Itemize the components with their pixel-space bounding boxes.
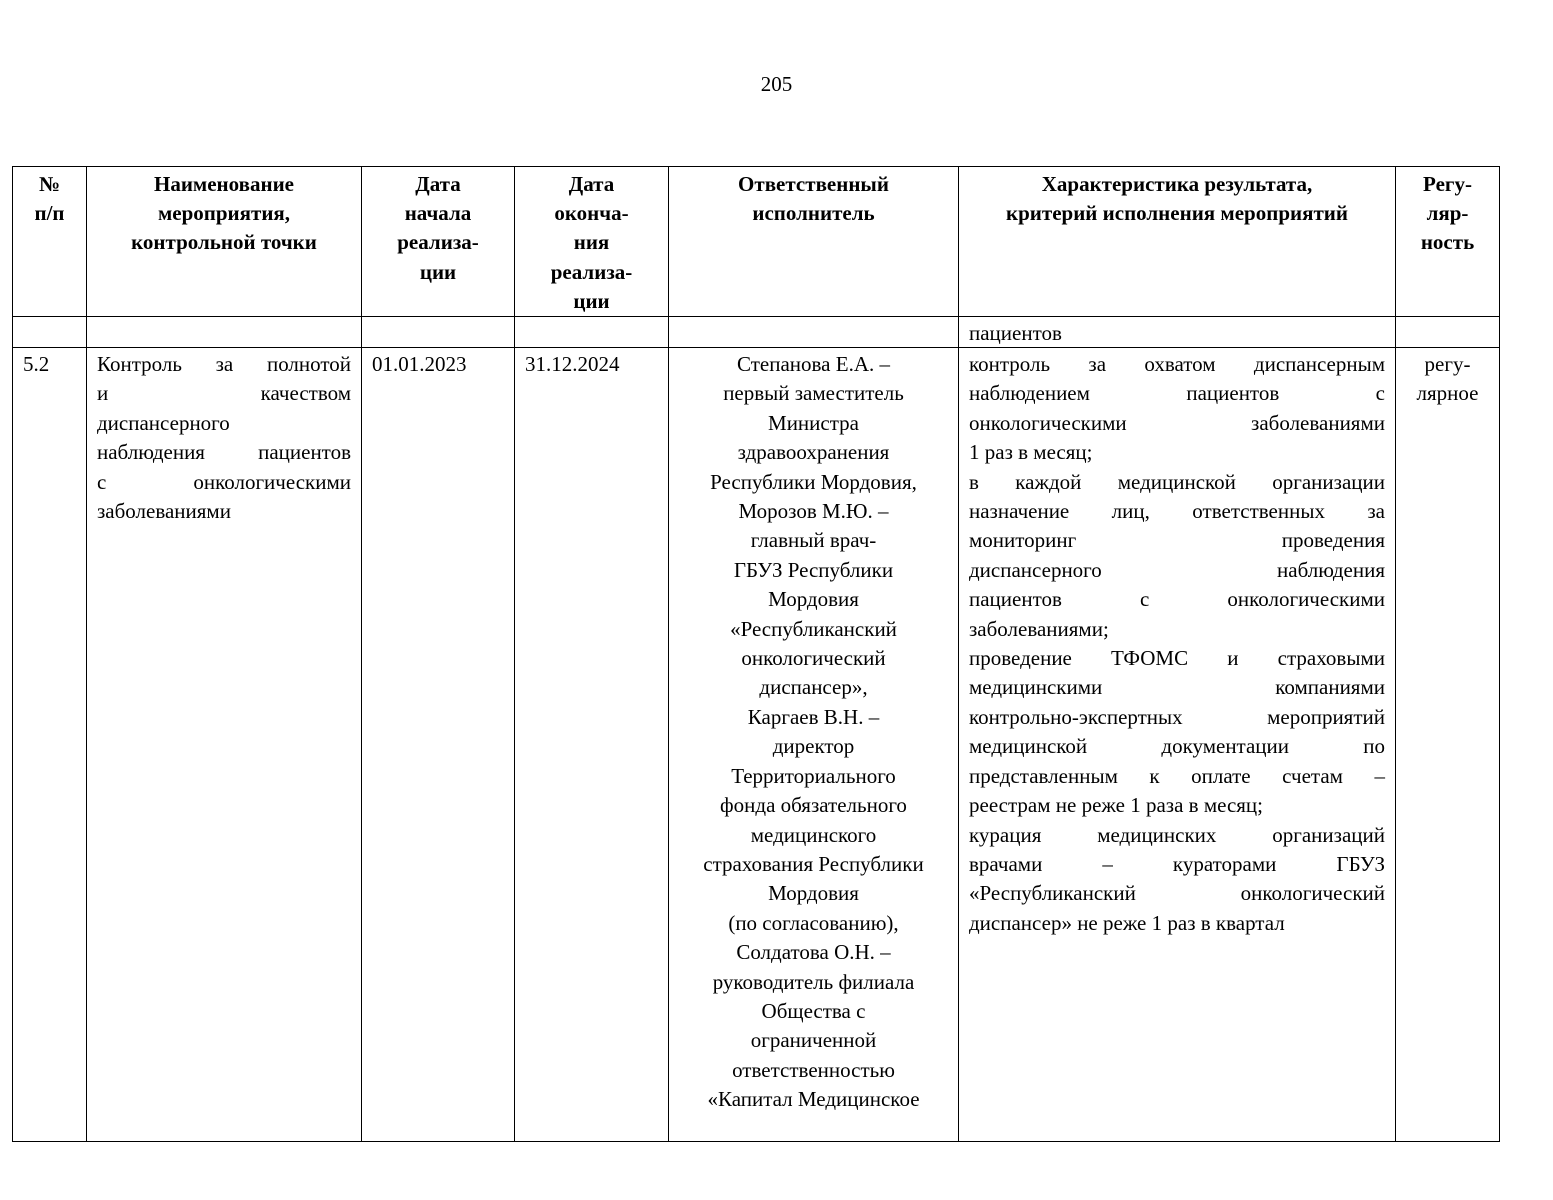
result-line: онкологическими заболеваниями	[969, 410, 1385, 435]
result-line: медицинскими компаниями	[969, 675, 1385, 700]
table-row	[13, 348, 1500, 1142]
row-responsible: Степанова Е.А. – первый заместитель Министра здравоохранения Республики Мордовия, Морозов М.Ю. – главный врач- ГБУЗ Республики Мордовия «Республиканский онкологический диспансер», Каргаев В.Н. – директор Территориального фонда обязательного медицинского страхования Республики Мордовия (по согласованию), Солдатова О.Н. – руководитель филиала Общества с ограниченной ответственностью «Капитал Медицинское	[669, 348, 959, 1142]
result-line: врачами – кураторами ГБУЗ	[969, 851, 1385, 876]
event-name-line: Контроль за полнотой	[97, 352, 351, 377]
result-line: в каждой медицинской организации	[969, 469, 1385, 494]
cont-cell-responsible	[669, 317, 959, 348]
result-line: наблюдением пациентов с	[969, 381, 1385, 406]
row-regularity: регу- лярное	[1396, 348, 1500, 1142]
cont-cell-end	[515, 317, 669, 348]
event-name-line: диспансерного	[97, 410, 230, 435]
action-plan-table	[12, 166, 1500, 1142]
result-line: контрольно-экспертных мероприятий	[969, 704, 1385, 729]
result-line: «Республиканский онкологический	[969, 881, 1385, 906]
cont-cell-name	[87, 317, 362, 348]
table-header-row	[13, 167, 1500, 317]
result-line: диспансер» не реже 1 раз в квартал	[969, 910, 1285, 935]
result-line: пациентов с онкологическими	[969, 587, 1385, 612]
row-result	[959, 348, 1396, 1142]
result-line: 1 раз в месяц;	[969, 440, 1093, 465]
header-end-date: Дата оконча- ния реализа- ции	[515, 167, 669, 317]
cont-cell-start	[362, 317, 515, 348]
table-row-continuation	[13, 317, 1500, 348]
result-line: реестрам не реже 1 раза в месяц;	[969, 793, 1263, 818]
result-line: контроль за охватом диспансерным	[969, 352, 1385, 377]
row-number: 5.2	[13, 348, 87, 1142]
header-start-date: Дата начала реализа- ции	[362, 167, 515, 317]
result-line: курация медицинских организаций	[969, 822, 1385, 847]
header-number: № п/п	[13, 167, 87, 317]
cont-cell-number	[13, 317, 87, 348]
header-regularity: Регу- ляр- ность	[1396, 167, 1500, 317]
event-name-line: с онкологическими	[97, 469, 351, 494]
result-line: мониторинг проведения	[969, 528, 1385, 553]
page-number: 205	[760, 72, 793, 96]
result-line: диспансерного наблюдения	[969, 557, 1385, 582]
row-end-date: 31.12.2024	[515, 348, 669, 1142]
cont-cell-result: пациентов	[959, 317, 1396, 348]
header-result: Характеристика результата, критерий исполнения мероприятий	[959, 167, 1396, 317]
event-name-line: и качеством	[97, 381, 351, 406]
event-name-line: наблюдения пациентов	[97, 440, 351, 465]
header-responsible: Ответственный исполнитель	[669, 167, 959, 317]
result-line: проведение ТФОМС и страховыми	[969, 646, 1385, 671]
result-line: медицинской документации по	[969, 734, 1385, 759]
row-event-name	[87, 348, 362, 1142]
event-name-line: заболеваниями	[97, 499, 231, 524]
row-start-date: 01.01.2023	[362, 348, 515, 1142]
result-line: назначение лиц, ответственных за	[969, 499, 1385, 524]
cont-cell-regularity	[1396, 317, 1500, 348]
result-line: представленным к оплате счетам –	[969, 763, 1385, 788]
header-event-name: Наименование мероприятия, контрольной точки	[87, 167, 362, 317]
result-line: заболеваниями;	[969, 616, 1109, 641]
